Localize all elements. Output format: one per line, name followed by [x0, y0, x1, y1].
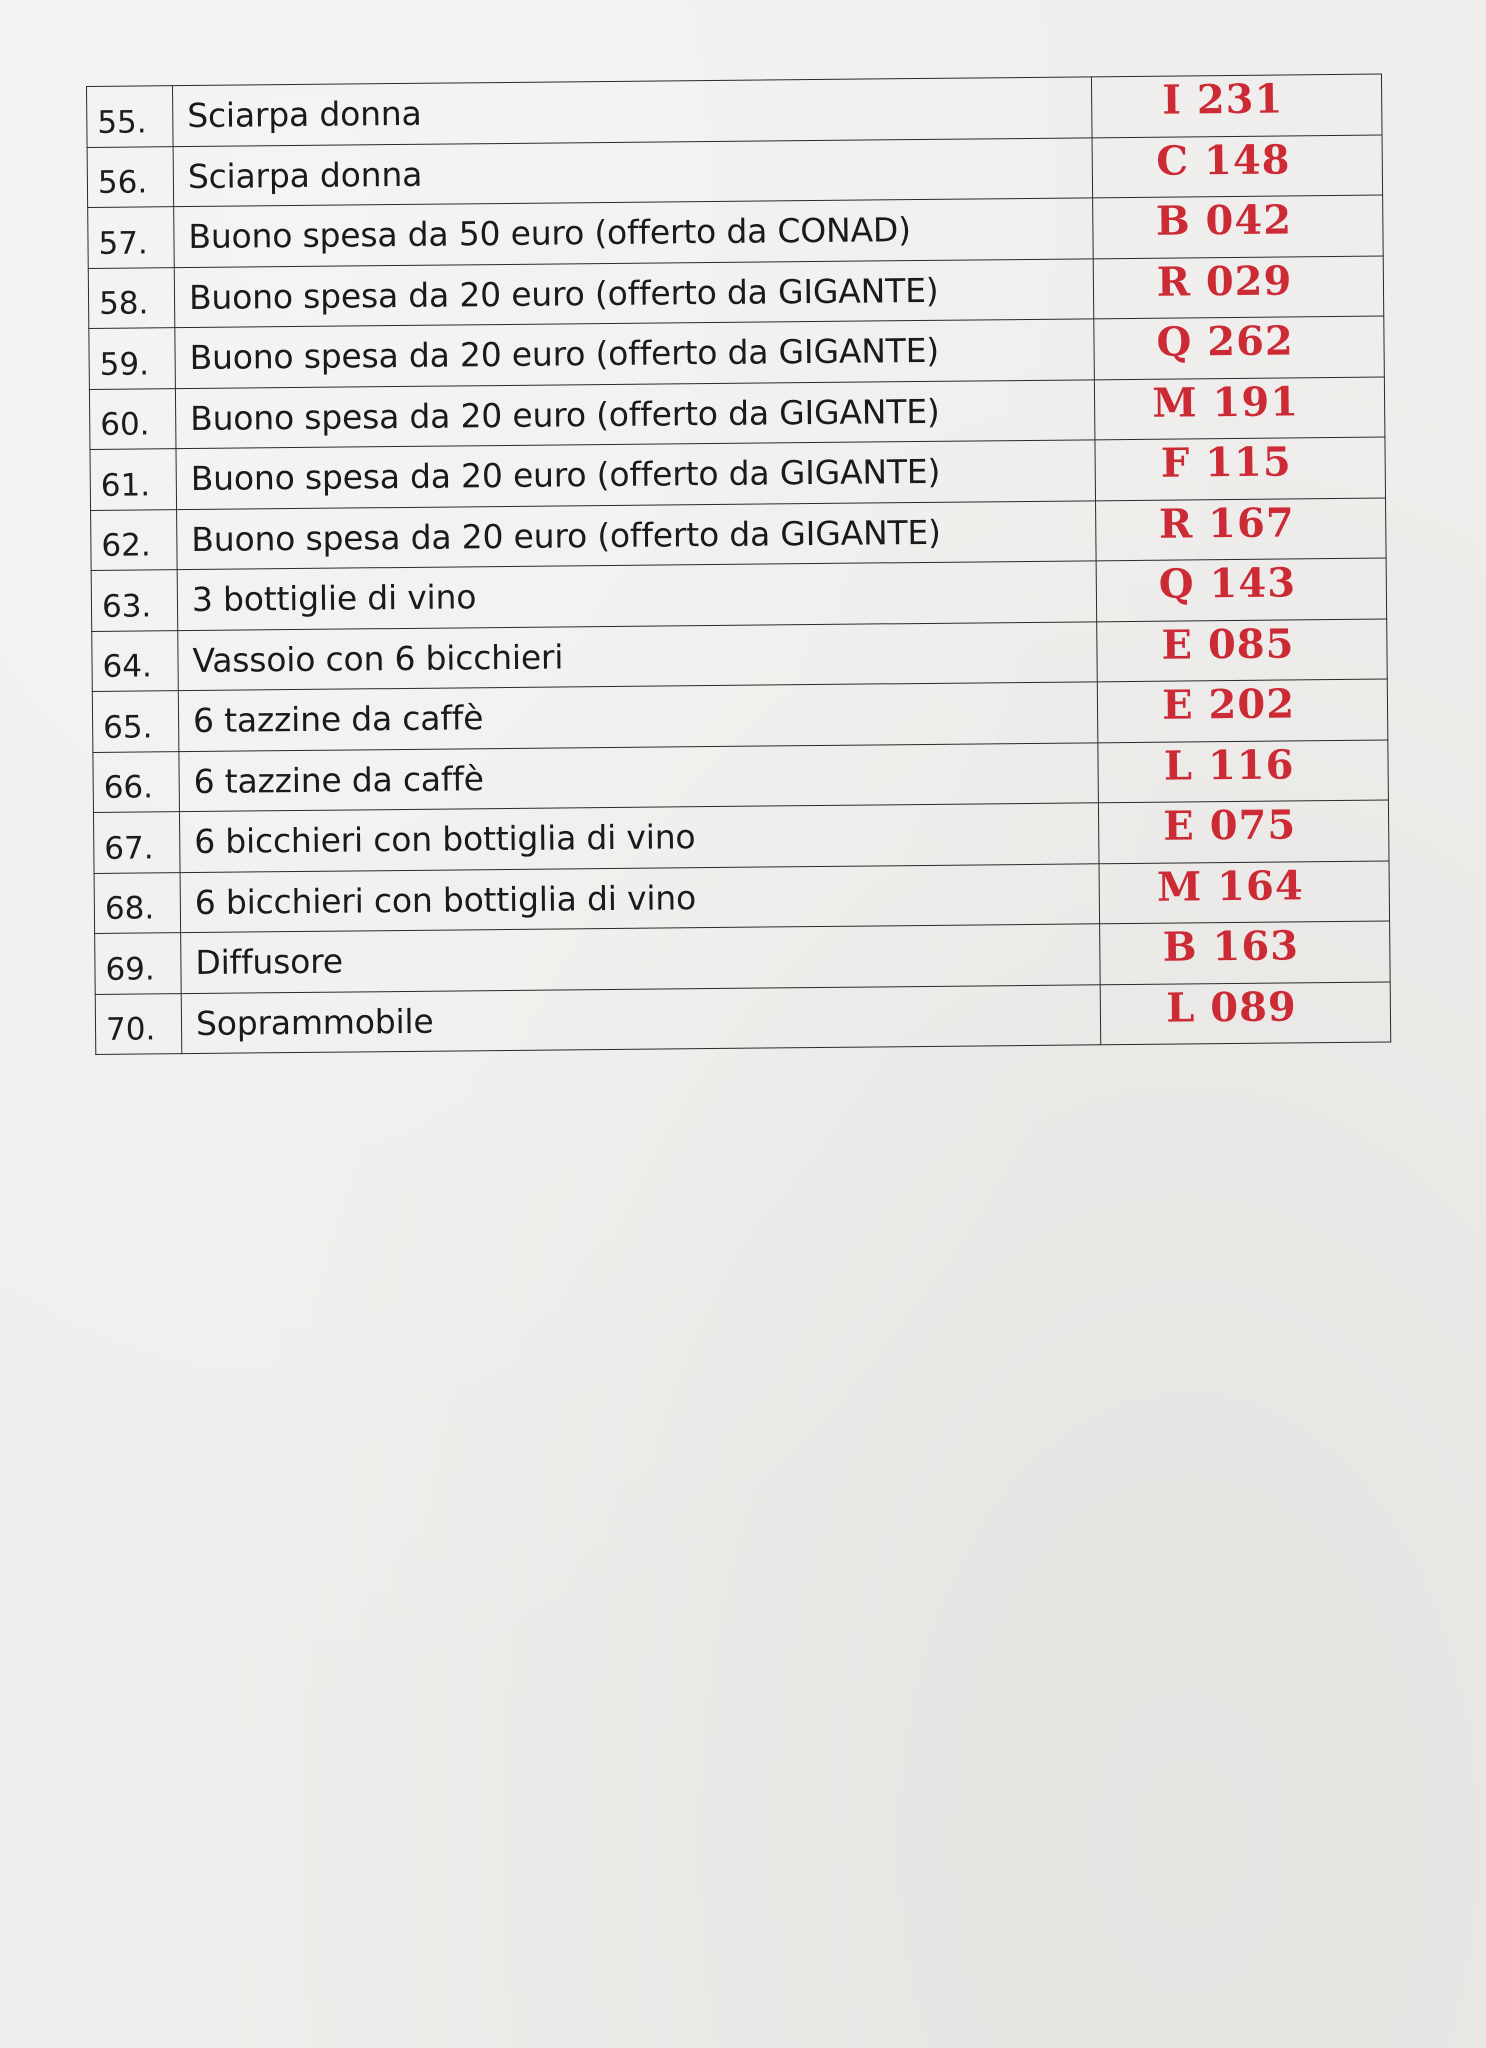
ticket-code: B 163 — [1100, 921, 1390, 984]
ticket-code: L 089 — [1100, 982, 1390, 1045]
ticket-code: I 231 — [1092, 74, 1382, 137]
prize-description: 3 bottiglie di vino — [177, 561, 1097, 630]
ticket-code: M 191 — [1095, 377, 1385, 440]
row-number: 66. — [93, 751, 180, 812]
row-number: 65. — [92, 691, 179, 752]
prize-description: Buono spesa da 20 euro (offerto da GIGANTE) — [175, 319, 1095, 388]
row-number: 57. — [88, 207, 175, 268]
row-number: 55. — [87, 86, 174, 147]
prize-table — [86, 74, 1391, 1055]
prize-description: Buono spesa da 20 euro (offerto da GIGANTE) — [175, 379, 1095, 448]
ticket-code: M 164 — [1099, 861, 1389, 924]
ticket-code: L 116 — [1098, 740, 1388, 803]
ticket-code: E 075 — [1099, 800, 1389, 863]
row-number: 69. — [95, 933, 182, 994]
ticket-code: R 029 — [1093, 256, 1383, 319]
row-number: 59. — [89, 328, 176, 389]
row-number: 60. — [89, 388, 176, 449]
prize-description: Diffusore — [181, 924, 1101, 993]
prize-description: Buono spesa da 50 euro (offerto da CONAD) — [174, 198, 1094, 267]
ticket-code: Q 143 — [1096, 558, 1386, 621]
prize-description: 6 bicchieri con bottiglia di vino — [179, 803, 1099, 872]
ticket-code: E 202 — [1097, 679, 1387, 742]
table-row — [95, 982, 1391, 1055]
ticket-code: C 148 — [1092, 135, 1382, 198]
prize-description: Sciarpa donna — [172, 77, 1092, 146]
row-number: 62. — [91, 509, 178, 570]
prize-description: Sciarpa donna — [173, 137, 1093, 206]
prize-description: Buono spesa da 20 euro (offerto da GIGANTE) — [174, 258, 1094, 327]
ticket-code: Q 262 — [1094, 316, 1384, 379]
row-number: 58. — [88, 267, 175, 328]
ticket-code: B 042 — [1093, 195, 1383, 258]
ticket-code: F 115 — [1095, 437, 1385, 500]
prize-description: Buono spesa da 20 euro (offerto da GIGANTE) — [177, 500, 1097, 569]
row-number: 63. — [91, 570, 178, 631]
row-number: 56. — [87, 146, 174, 207]
row-number: 68. — [94, 872, 181, 933]
prize-description: 6 tazzine da caffè — [179, 742, 1099, 811]
row-number: 64. — [92, 630, 179, 691]
prize-description: 6 tazzine da caffè — [178, 682, 1098, 751]
ticket-code: E 085 — [1097, 619, 1387, 682]
ticket-code: R 167 — [1096, 498, 1386, 561]
prize-description: Buono spesa da 20 euro (offerto da GIGANTE) — [176, 440, 1096, 509]
prize-description: Vassoio con 6 bicchieri — [178, 621, 1098, 690]
row-number: 61. — [90, 449, 177, 510]
row-number: 67. — [93, 812, 180, 873]
row-number: 70. — [95, 993, 182, 1054]
prize-description: 6 bicchieri con bottiglia di vino — [180, 863, 1100, 932]
prize-description: Soprammobile — [181, 984, 1101, 1053]
